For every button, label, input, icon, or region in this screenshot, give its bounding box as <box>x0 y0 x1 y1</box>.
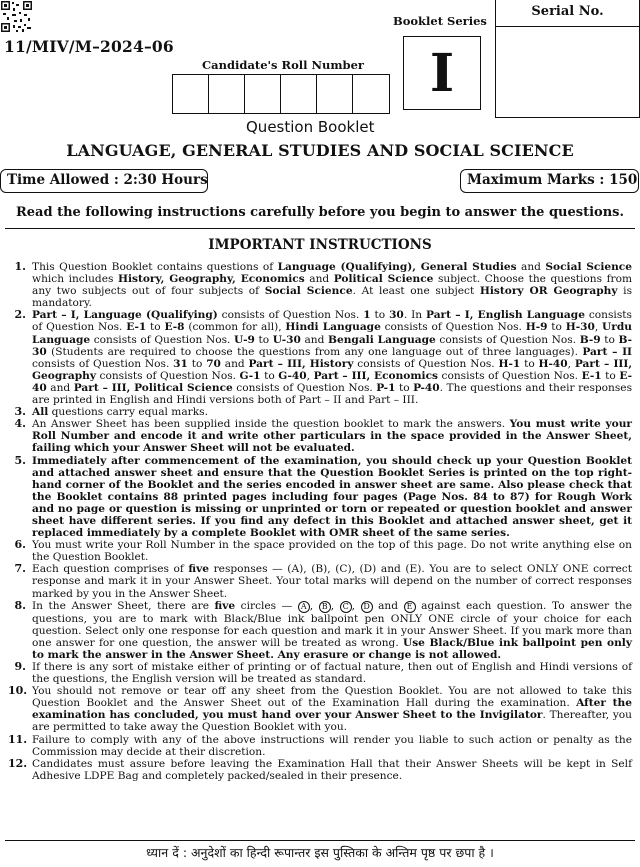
roll-number-boxes[interactable] <box>172 74 390 114</box>
instruction-text: and <box>372 599 404 612</box>
booklet-series-label: Booklet Series <box>393 14 487 28</box>
roll-digit-box[interactable] <box>209 75 245 113</box>
booklet-series-box: I <box>403 36 481 110</box>
instruction-bold-text: H-1 <box>498 357 521 370</box>
instruction-bold-text: E-40 <box>32 369 632 394</box>
instruction-bold-text: E-1 <box>581 369 602 382</box>
instruction-bold-text: Social Science <box>545 261 633 273</box>
instruction-bold-text: P-40 <box>413 381 440 394</box>
question-booklet-label: Question Booklet <box>246 118 375 136</box>
instruction-text: to <box>601 369 620 382</box>
divider <box>5 228 635 229</box>
instruction-text: subject. Choose the questions from any two subjects out of four subjects of <box>32 273 633 298</box>
instruction-bold-text: Urdu Language <box>32 321 632 346</box>
instruction-bold-text: U-30 <box>272 333 301 346</box>
instruction-text: Each question comprises of <box>32 563 189 576</box>
roll-digit-box[interactable] <box>317 75 353 113</box>
instruction-item <box>8 309 632 406</box>
instruction-bold-text: Part – I, Language (Qualifying) <box>32 309 218 322</box>
answer-circle-e: E <box>404 601 416 613</box>
maximum-marks: Maximum Marks : 150 <box>460 169 639 193</box>
instruction-number: 12. <box>8 756 28 770</box>
hindi-footer-note: ध्यान दें : अनुदेशों का हिन्दी रूपान्तर इस पुस्तिका के अन्तिम पृष्ठ पर छपा है । <box>146 845 494 860</box>
instruction-text: , <box>309 599 319 612</box>
instruction-text: An Answer Sheet has been supplied inside the question booklet to mark the answers. <box>32 418 510 431</box>
instruction-bold-text: Part – III, Political Science <box>73 381 233 394</box>
answer-circle-c: C <box>340 601 352 613</box>
instruction-item <box>8 758 632 782</box>
instruction-item <box>8 563 632 599</box>
instruction-bold-text: Hindi Language <box>285 321 381 334</box>
instruction-bold-text: five <box>188 563 210 576</box>
instruction-item <box>8 406 632 418</box>
divider <box>5 840 635 841</box>
instruction-bold-text: Part – II <box>582 345 632 358</box>
instruction-text: and <box>300 333 329 346</box>
instruction-bold-text: E-8 <box>164 321 185 334</box>
instruction-bold-text: 1 <box>363 309 371 322</box>
instruction-text: consists of Question Nos. <box>32 357 174 370</box>
instruction-bold-text: Use Black/Blue ink ballpoint pen only to mark the answer in the Answer Sheet. Any erasure or change is not allowed. <box>32 636 632 661</box>
instruction-text: to <box>260 369 279 382</box>
instruction-text: to <box>370 309 390 322</box>
instruction-text: (Students are required to choose the questions from any one language out of three languages). <box>46 345 583 358</box>
instruction-bold-text: H-9 <box>525 321 548 334</box>
instruction-text: to <box>187 357 207 370</box>
roll-digit-box[interactable] <box>281 75 317 113</box>
instruction-text: which includes <box>32 273 118 286</box>
instruction-text: to <box>395 381 414 394</box>
instruction-text: (common for all), <box>184 321 286 334</box>
instruction-number: 8. <box>14 598 26 612</box>
paper-code: 11/MIV/M–2024–06 <box>4 37 174 56</box>
instruction-text: . In <box>403 309 427 322</box>
instruction-item <box>8 661 632 685</box>
instruction-bold-text: B-9 <box>579 333 601 346</box>
instruction-text: , <box>330 599 340 612</box>
instruction-bold-text: G-1 <box>239 369 261 382</box>
instruction-text: is mandatory. <box>32 285 633 310</box>
instruction-text: Failure to comply with any of the above instructions will render you liable to such action or penalty as the Commission may decide at their discretion. <box>32 733 632 758</box>
instruction-item <box>8 418 632 454</box>
instruction-item <box>8 261 632 309</box>
roll-digit-box[interactable] <box>353 75 389 113</box>
instructions-heading: IMPORTANT INSTRUCTIONS <box>208 237 432 253</box>
instruction-text: . Thereafter, you are permitted to take away the Question Booklet with you. <box>32 709 633 734</box>
instruction-bold-text: Social Science <box>264 285 353 298</box>
instruction-bold-text: five <box>214 599 236 612</box>
instruction-text: , <box>306 369 314 382</box>
instruction-number: 7. <box>14 562 26 576</box>
time-allowed: Time Allowed : 2:30 Hours <box>0 169 208 193</box>
answer-circle-d: D <box>361 601 373 613</box>
instruction-bold-text: B-30 <box>32 333 632 358</box>
roll-number-label: Candidate's Roll Number <box>202 58 364 72</box>
instruction-item <box>8 539 632 563</box>
instruction-number: 1. <box>14 260 26 273</box>
instruction-text: to <box>600 333 619 346</box>
instruction-bold-text: Bengali Language <box>328 333 436 346</box>
instruction-text: consists of Question Nos. <box>32 309 632 334</box>
instruction-number: 2. <box>14 308 26 322</box>
instruction-text: and <box>220 357 249 370</box>
instruction-item <box>8 600 632 661</box>
instruction-bold-text: Part – III, History <box>248 357 354 370</box>
instruction-item <box>8 734 632 758</box>
instruction-text: , <box>567 357 575 370</box>
instruction-item <box>8 455 632 540</box>
instruction-bold-text: History, Geography, Economics <box>117 273 305 286</box>
instruction-bold-text: H-40 <box>538 357 568 370</box>
instruction-text: and <box>516 261 546 273</box>
instruction-text: and <box>46 381 74 394</box>
roll-digit-box[interactable] <box>245 75 281 113</box>
instruction-bold-text: You must write your Roll Number and encode it and write other particulars in the space provided in the Answer Sheet, failing which your Answer Sheet will not be evaluated. <box>32 418 633 455</box>
answer-circle-a: A <box>298 601 310 613</box>
instruction-bold-text: All <box>32 406 49 419</box>
instruction-text: You must write your Roll Number in the space provided on the top of this page. Do not write anything else on the Question Booklet. <box>32 539 632 564</box>
instruction-text: consists of Question Nos. <box>353 357 499 370</box>
serial-number-label: Serial No. <box>496 0 639 27</box>
instruction-text: to <box>547 321 566 334</box>
instruction-bold-text: 31 <box>173 357 188 370</box>
instruction-text: consists of Question Nos. <box>232 381 377 394</box>
serial-number-box <box>495 0 640 118</box>
read-instructions-line: Read the following instructions carefully before you begin to answer the questions. <box>15 205 625 220</box>
roll-digit-box[interactable] <box>173 75 209 113</box>
instruction-bold-text: After the examination has concluded, you must hand over your Answer Sheet to the Invigilator <box>32 697 632 722</box>
instruction-number: 10. <box>8 684 28 698</box>
instruction-bold-text: P-1 <box>376 381 396 394</box>
instruction-number: 4. <box>14 417 26 431</box>
instruction-text: circles — <box>235 599 298 612</box>
instruction-bold-text: Immediately after commencement of the examination, you should check up your Question Booklet and attached answer sheet and ensure that the Question Booklet Series is printed on the top right-hand corner of the Booklet and the series encoded in answer sheet are same. Also please check that the Booklet contains 88 printed pages including four pages (Page Nos. 84 to 87) for Rough Work and no page or question is missing or unprinted or torn or repeated or question booklet and answer sheet have different series. If you find any defect in this Booklet and attached answer sheet, get it replaced immediately by a complete Booklet with OMR sheet of the same series. <box>32 454 632 540</box>
instruction-text: consists of Question Nos. <box>217 309 364 322</box>
instruction-bold-text: 70 <box>206 357 221 370</box>
instruction-number: 6. <box>14 538 26 552</box>
instruction-bold-text: Part – I, English Language <box>426 309 585 322</box>
instruction-bold-text: Part – III, Geography <box>32 357 633 382</box>
instruction-text: consists of Question Nos. <box>435 333 580 346</box>
instruction-number: 3. <box>14 405 26 419</box>
instructions-list <box>8 261 632 782</box>
instruction-text: . At least one subject <box>352 285 480 298</box>
instruction-text: If there is any sort of mistake either of printing or of factual nature, then out of English and Hindi versions of the questions, the English version will be treated as standard. <box>32 661 632 686</box>
instruction-bold-text: History OR Geography <box>479 285 618 298</box>
page-title: LANGUAGE, GENERAL STUDIES AND SOCIAL SCIENCE <box>66 141 574 160</box>
instruction-bold-text: E-1 <box>126 321 147 334</box>
instruction-text: questions carry equal marks. <box>48 406 208 419</box>
instruction-text: consists of Question Nos. <box>438 369 582 382</box>
instruction-text: , <box>594 321 603 334</box>
instruction-text: This Question Booklet contains questions of <box>32 261 278 273</box>
instruction-text: . The questions and their responses are printed in English and Hindi versions both of Part – II and Part – III. <box>32 381 633 407</box>
instruction-number: 5. <box>14 453 26 467</box>
instruction-bold-text: Language (Qualifying), General Studies <box>277 261 517 273</box>
instruction-text: to <box>254 333 273 346</box>
instruction-text: to <box>146 321 165 334</box>
instruction-bold-text: U-9 <box>234 333 255 346</box>
instruction-bold-text: Political Science <box>333 273 434 286</box>
instruction-text: consists of Question Nos. <box>380 321 526 334</box>
instruction-bold-text: G-40 <box>278 369 307 382</box>
instruction-bold-text: Part – III, Economics <box>313 369 438 382</box>
instruction-text: Candidates must assure before leaving the Examination Hall that their Answer Sheets will be kept in Self Adhesive LDPE Bag and completely packed/sealed in their presence. <box>32 757 632 782</box>
answer-circle-b: B <box>319 601 331 613</box>
instruction-number: 9. <box>14 660 26 673</box>
instruction-bold-text: 30 <box>389 309 404 322</box>
instruction-text: consists of Question Nos. <box>90 333 235 346</box>
instruction-text: consists of Question Nos. <box>95 369 240 382</box>
qr-code <box>0 0 33 33</box>
instruction-text: You should not remove or tear off any sheet from the Question Booklet. You are not allowed to take this Question Booklet and the Answer Sheet out of the Examination Hall during the examination. <box>32 685 632 710</box>
instruction-bold-text: H-30 <box>565 321 595 334</box>
instruction-item <box>8 685 632 733</box>
instruction-text: responses — (A), (B), (C), (D) and (E). You are to select ONLY ONE correct response and mark it in your Answer Sheet. Your total marks will depend on the number of correct responses marked by you in the Answer Sheet. <box>32 563 632 600</box>
instruction-text: In the Answer Sheet, there are <box>32 599 215 612</box>
instruction-text: and <box>304 273 334 286</box>
instruction-text: against each question. To answer the questions, you are to mark with Black/Blue ink ballpoint pen ONLY ONE circle of your choice for each question. Select only one response for each question and mark it in your Answer Sheet. If you mark more than one answer for one question, the answer will be treated as wrong. <box>32 599 632 649</box>
instruction-text: , <box>351 599 361 612</box>
instruction-number: 11. <box>8 732 28 746</box>
instruction-text: to <box>520 357 539 370</box>
